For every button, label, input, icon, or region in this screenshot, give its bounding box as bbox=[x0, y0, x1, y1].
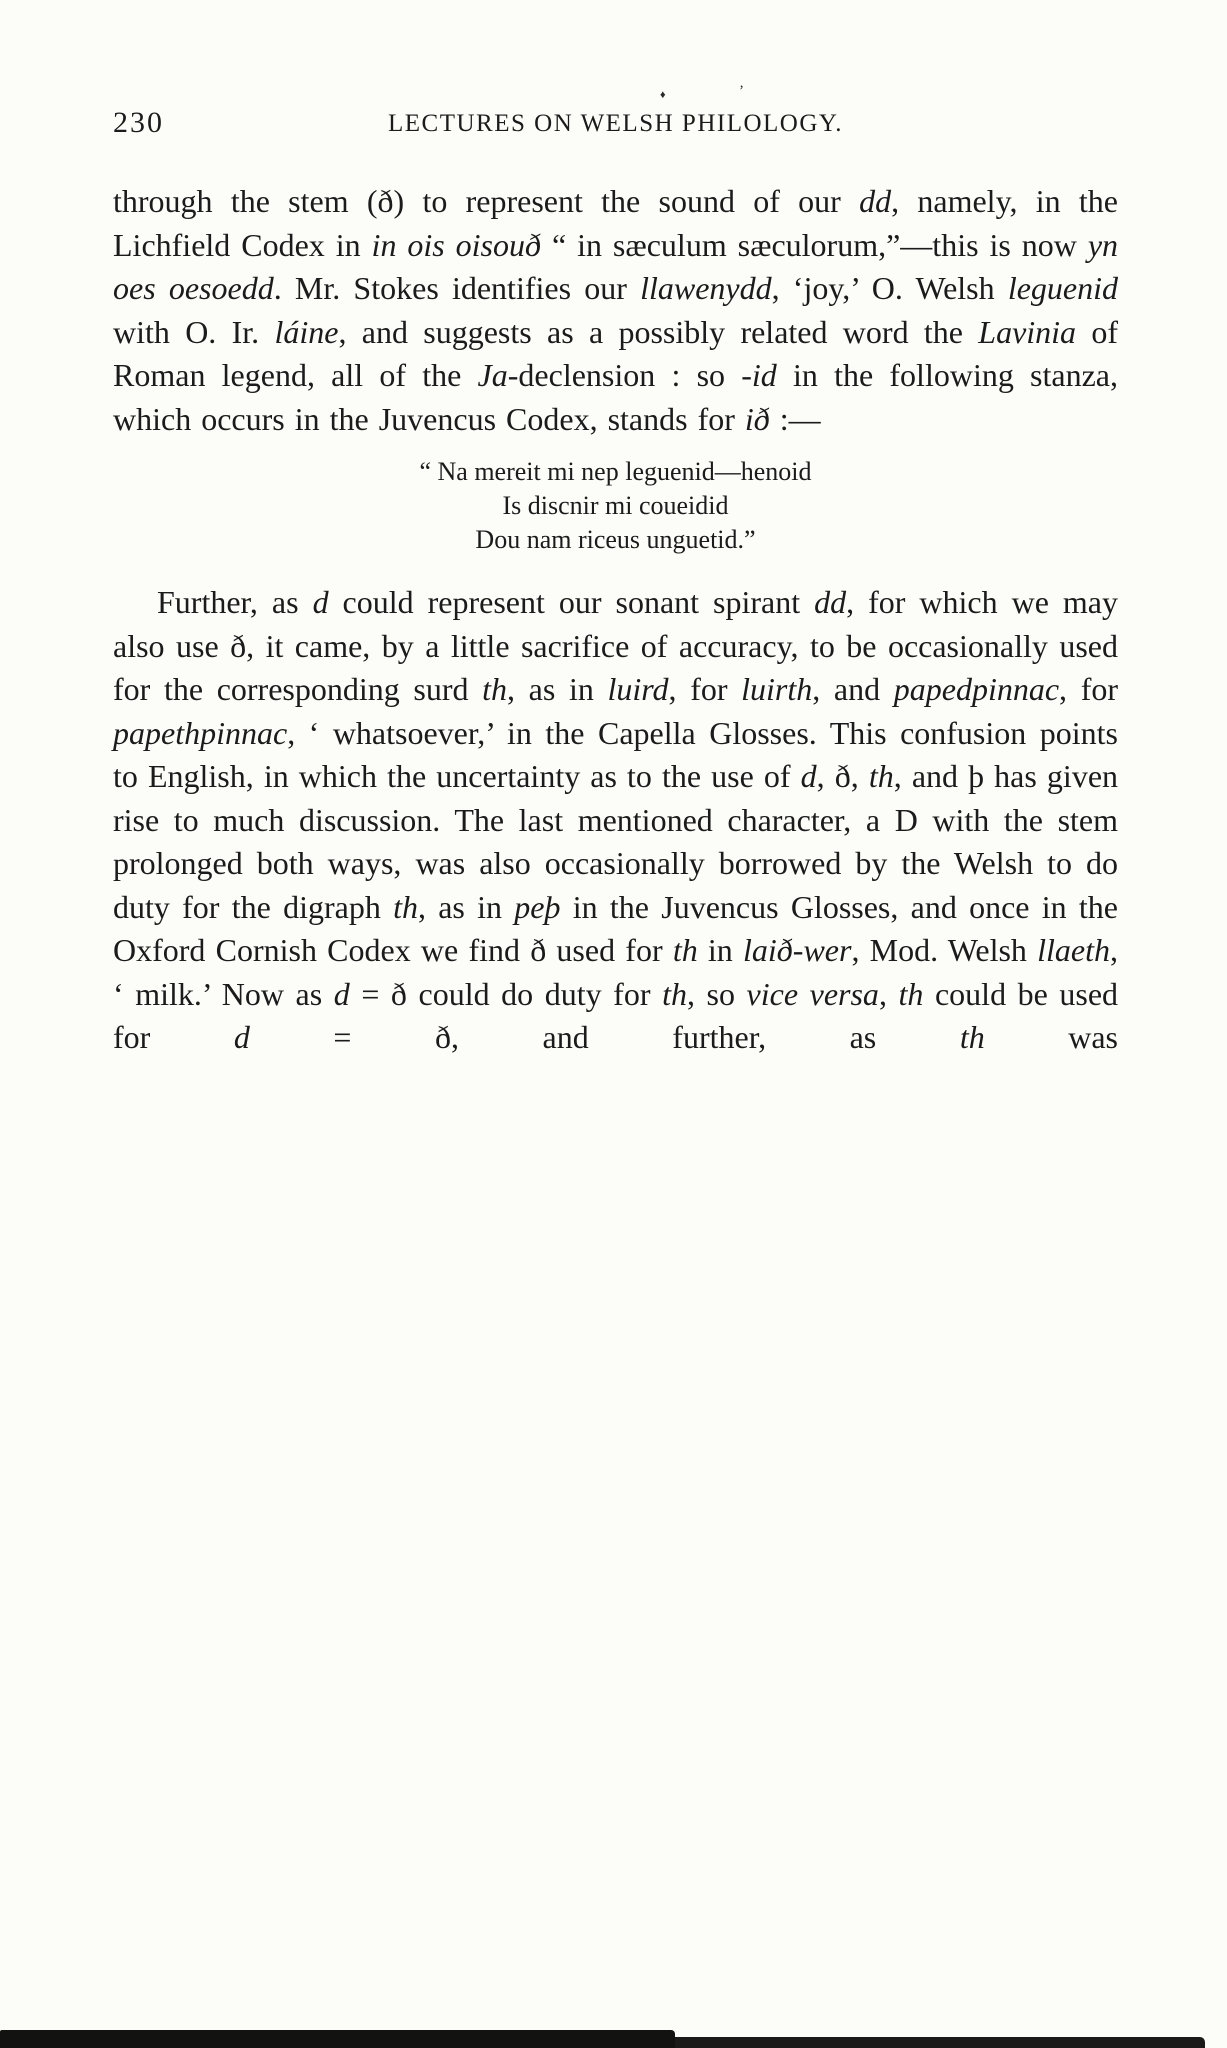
italic-text-run: luird bbox=[607, 671, 669, 707]
text-run: , ‘joy,’ O. Welsh bbox=[771, 270, 1008, 306]
italic-text-run: vice versa bbox=[746, 975, 879, 1012]
text-run: through the stem (ð) to represent the sound of our bbox=[113, 183, 860, 219]
text-run: in bbox=[697, 932, 744, 968]
text-run: , ð, bbox=[816, 758, 869, 794]
text-run: . Mr. Stokes identifies our bbox=[273, 270, 641, 306]
italic-text-run: Lavinia bbox=[978, 313, 1077, 350]
italic-text-run: th bbox=[662, 975, 687, 1012]
italic-text-run: th bbox=[898, 975, 924, 1012]
text-run: = ð could do duty for bbox=[349, 975, 663, 1012]
text-run: in the following stanza, which occurs in the Juvencus Codex, stands for bbox=[113, 357, 1119, 437]
italic-text-run: d bbox=[800, 758, 817, 794]
italic-text-run: dd bbox=[814, 584, 847, 620]
italic-text-run: -id bbox=[741, 357, 777, 393]
text-run: :— bbox=[769, 400, 821, 437]
italic-text-run: papethpinnac bbox=[113, 714, 288, 751]
page-body bbox=[113, 180, 1118, 1060]
verse-block bbox=[113, 455, 1118, 557]
running-title: LECTURES ON WELSH PHILOLOGY. bbox=[388, 110, 843, 137]
text-run: in the Juvencus Glosses, and once in the Oxford Cornish Codex we find ð used for bbox=[113, 888, 1119, 968]
italic-text-run: papedpinnac bbox=[893, 671, 1060, 707]
text-run: was bbox=[984, 1019, 1119, 1055]
paragraph bbox=[113, 581, 1118, 1060]
text-run: , for bbox=[1059, 671, 1118, 707]
italic-text-run: luirth bbox=[741, 671, 813, 707]
verse-line: “ Na mereit mi nep leguenid—henoid bbox=[419, 457, 812, 486]
italic-text-run: th bbox=[482, 671, 508, 707]
text-run: , and bbox=[812, 671, 894, 707]
text-run: with O. Ir. bbox=[113, 313, 275, 350]
italic-text-run: Ja bbox=[477, 357, 508, 393]
text-run: , as in bbox=[507, 671, 608, 707]
text-run: , namely, in the Lichfield Codex in bbox=[113, 183, 1119, 263]
italic-text-run: llaeth bbox=[1037, 932, 1111, 968]
text-run: , Mod. Welsh bbox=[851, 932, 1038, 968]
italic-text-run: th bbox=[393, 888, 418, 925]
italic-text-run: llawenydd bbox=[640, 270, 772, 306]
paragraph bbox=[113, 180, 1118, 441]
italic-text-run: peþ bbox=[514, 888, 561, 925]
italic-text-run: dd bbox=[859, 183, 892, 219]
text-run: , so bbox=[686, 975, 747, 1012]
italic-text-run: yn oes oesoedd bbox=[113, 226, 1119, 306]
text-run: “ in sæculum sæculorum,”—this is now bbox=[541, 226, 1088, 263]
italic-text-run: láine bbox=[274, 313, 339, 350]
page-number: 230 bbox=[113, 106, 164, 139]
italic-text-run: leguenid bbox=[1007, 270, 1118, 306]
text-run: could be used for bbox=[113, 975, 1119, 1055]
verse-line: Dou nam riceus unguetid.” bbox=[475, 525, 756, 554]
text-run: = ð, and further, as bbox=[249, 1019, 960, 1055]
text-run: , bbox=[878, 975, 899, 1012]
italic-text-run: d bbox=[312, 584, 329, 620]
text-run: , ‘ whatsoever,’ in the Capella Glosses. This confusion points to English, in which the uncertainty as to the use of bbox=[113, 714, 1118, 794]
text-run: , for bbox=[668, 671, 742, 707]
scan-artifact-diamond: ♦ bbox=[660, 89, 666, 101]
page-header bbox=[113, 106, 1118, 150]
text-run: could represent our sonant spirant bbox=[328, 584, 815, 620]
text-run: of Roman legend, all of the bbox=[113, 313, 1119, 393]
text-run: , as in bbox=[417, 888, 515, 925]
italic-text-run: in ois oisouð bbox=[371, 226, 542, 263]
scan-artifact-tick: ’ bbox=[739, 83, 744, 99]
italic-text-run: d bbox=[333, 975, 350, 1012]
italic-text-run: ið bbox=[744, 400, 770, 437]
text-run: , ‘ milk.’ Now as bbox=[113, 932, 1119, 1012]
text-run: Further, as bbox=[157, 584, 313, 620]
italic-text-run: th bbox=[868, 758, 894, 794]
scan-edge-artifact bbox=[0, 2037, 1205, 2048]
italic-text-run: th bbox=[959, 1019, 985, 1055]
italic-text-run: d bbox=[233, 1019, 250, 1055]
verse-line: Is discnir mi coueidid bbox=[502, 491, 729, 520]
text-run: , and þ has given rise to much discussion. The last mentioned character, a D with the stem prolonged both ways, was also occasionally borrowed by the Welsh to do duty for the digraph bbox=[113, 758, 1119, 925]
text-run: , for which we may also use ð, it came, by a little sacrifice of accuracy, to be occasionally used for the corresponding surd bbox=[113, 584, 1119, 707]
italic-text-run: laið-wer bbox=[743, 932, 852, 968]
italic-text-run: th bbox=[672, 932, 698, 968]
text-run: -declension : so bbox=[507, 357, 742, 393]
text-run: , and suggests as a possibly related word the bbox=[338, 313, 979, 350]
